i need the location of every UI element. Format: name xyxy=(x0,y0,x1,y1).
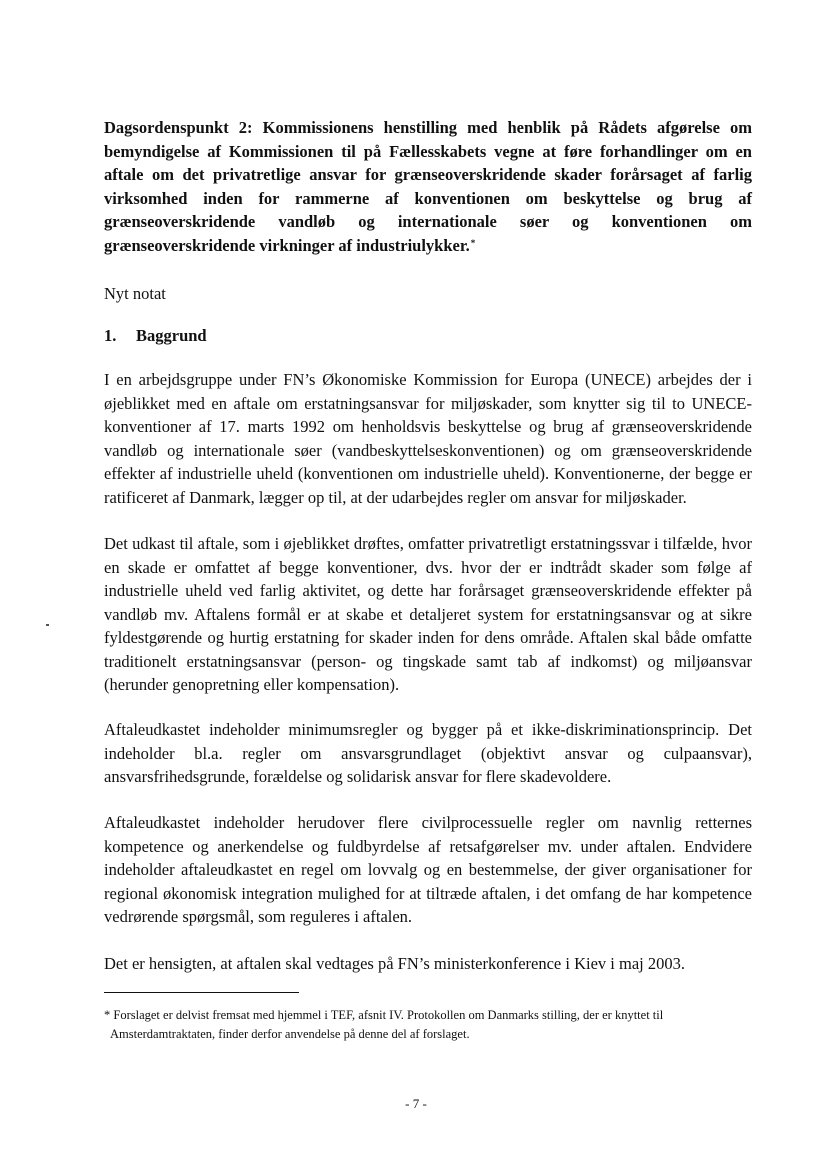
footnote-line-1: * Forslaget er delvist fremsat med hjemmel i TEF, afsnit IV. Protokollen om Danmarks stilling, der er knyttet til xyxy=(104,1008,664,1022)
paragraph-1: I en arbejdsgruppe under FN’s Økonomiske Kommission for Europa (UNECE) arbejdes der i øjeblikket med en aftale om erstatningsansvar for miljøskader, som knytter sig til to UNECE-konventioner af 17. marts 1992 om henholdsvis beskyttelse og brug af grænseoverskridende vandløb og internationale søer (vandbeskyttelseskonventionen) og om grænseoverskridende effekter af industrielle uheld (konventionen om industrielle uheld). Konventionerne, der begge er ratificeret af Danmark, lægger op til, at der udarbejdes regler om ansvar for miljøskader. xyxy=(104,370,752,507)
footnote-line-2: Amsterdamtraktaten, finder derfor anvendelse på denne del af forslaget. xyxy=(110,1027,470,1041)
paragraph-5: Det er hensigten, at aftalen skal vedtages på FN’s ministerkonference i Kiev i maj 2003. xyxy=(104,954,685,973)
agenda-heading xyxy=(104,116,752,257)
section-title: Baggrund xyxy=(136,326,207,345)
scan-speck xyxy=(46,624,49,626)
agenda-heading-text: Dagsordenspunkt 2: Kommissionens henstilling med henblik på Rådets afgørelse om bemyndigelse af Kommissionen til på Fællesskabets vegne at føre forhandlinger om en aftale om det privatretlige ansvar for grænseoverskridende skader forårsaget af farlig virksomhed inden for rammerne af konventionen om beskyttelse og brug af grænseoverskridende vandløb og internationale søer og konventionen om grænseoverskridende virkninger af industriulykker. xyxy=(104,118,752,255)
paragraph-4: Aftaleudkastet indeholder herudover flere civilprocessuelle regler om navnlig retternes kompetence og anerkendelse og fuldbyrdelse af retsafgørelser mv. under aftalen. Endvidere indeholder aftaleudkastet en regel om lovvalg og en bestemmelse, der giver organisationer for regional økonomisk integration mulighed for at tiltræde aftalen, i det omfang de har kompetence vedrørende spørgsmål, som reguleres i aftalen. xyxy=(104,813,752,926)
paragraph-3: Aftaleudkastet indeholder minimumsregler og bygger på et ikke-diskriminationsprincip. Det indeholder bl.a. regler om ansvarsgrundlaget (objektivt ansvar og culpaansvar), ansvarsfrihedsgrunde, forældelse og solidarisk ansvar for flere skadevoldere. xyxy=(104,720,752,786)
footnote xyxy=(104,1006,744,1044)
section-number: 1. xyxy=(104,326,117,345)
page-number: - 7 - xyxy=(405,1096,427,1111)
heading-footnote-mark: * xyxy=(470,237,476,248)
heading-block xyxy=(104,116,752,257)
paragraph-2: Det udkast til aftale, som i øjeblikket drøftes, omfatter privatretligt erstatningssvar i tilfælde, hvor en skade er omfattet af begge konventioner, dvs. hvor der er indtrådt skader som følge af industrielle uheld ved farlig aktivitet, og dette har forårsaget grænseoverskridende effekter på vandløb mv. Aftalens formål er at skabe et detaljeret system for erstatningsansvar og at sikre fyldestgørende og hurtig erstatning for skader inden for dens område. Aftalen skal både omfatte traditionelt erstatningsansvar (person- og tingskade samt tab af indkomst) og miljøansvar (herunder genopretning eller kompensation). xyxy=(104,534,752,694)
note-label: Nyt notat xyxy=(104,284,166,303)
footnote-divider xyxy=(104,992,299,993)
section-heading xyxy=(104,326,207,346)
